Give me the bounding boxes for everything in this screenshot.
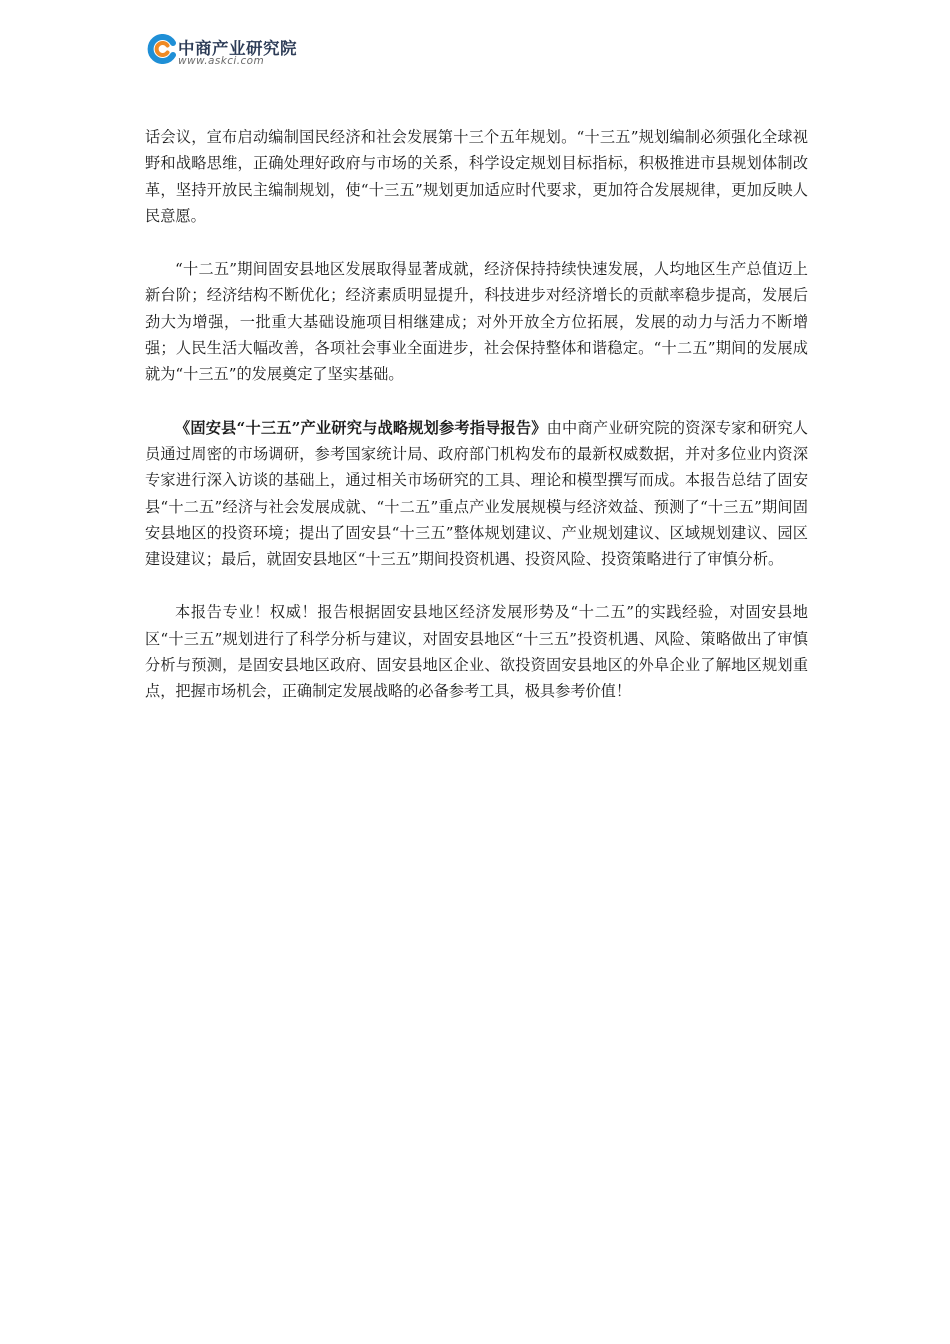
paragraph-4: 本报告专业！权威！报告根据固安县地区经济发展形势及“十二五”的实践经验，对固安县地区“十三五”规划进行了科学分析与建议，对固安县地区“十三五”投资机遇、风险、策略做出了审慎分析与预测，是固安县地区政府、固安县地区企业、欲投资固安县地区的外阜企业了解地区规划重点，把握市场机会，正确制定发展战略的必备参考工具，极具参考价值！ <box>145 603 808 701</box>
brand-url: www.askci.com <box>178 55 265 67</box>
brand-name: 中商产业研究院 <box>178 39 297 58</box>
page-header <box>147 32 387 72</box>
report-title: 《固安县“十三五”产业研究与战略规划参考指导报告》 <box>175 418 547 437</box>
paragraph-3 <box>145 415 808 573</box>
paragraph-2: “十二五”期间固安县地区发展取得显著成就，经济保持持续快速发展，人均地区生产总值迈上新台阶；经济结构不断优化；经济素质明显提升，科技进步对经济增长的贡献率稳步提高，发展后劲大为增强，一批重大基础设施项目相继建成；对外开放全方位拓展，发展的动力与活力不断增强；人民生活大幅改善，各项社会事业全面进步，社会保持整体和谐稳定。“十二五”期间的发展成就为“十三五”的发展奠定了坚实基础。 <box>145 260 808 384</box>
document-body <box>145 124 808 732</box>
paragraph-3-text: 由中商产业研究院的资深专家和研究人员通过周密的市场调研，参考国家统计局、政府部门机构发布的最新权威数据，并对多位业内资深专家进行深入访谈的基础上，通过相关市场研究的工具、理论和模型撰写而成。本报告总结了固安县“十二五”经济与社会发展成就、“十二五”重点产业发展规模与经济效益、预测了“十三五”期间固安县地区的投资环境；提出了固安县“十三五”整体规划建议、产业规划建议、区域规划建议、园区建设建议；最后，就固安县地区“十三五”期间投资机遇、投资风险、投资策略进行了审慎分析。 <box>145 418 808 569</box>
paragraph-1: 话会议，宣布启动编制国民经济和社会发展第十三个五年规划。“十三五”规划编制必须强化全球视野和战略思维，正确处理好政府与市场的关系，科学设定规划目标指标，积极推进市县规划体制改革，坚持开放民主编制规划，使“十三五”规划更加适应时代要求，更加符合发展规律，更加反映人民意愿。 <box>145 128 808 225</box>
logo-icon <box>147 34 177 64</box>
